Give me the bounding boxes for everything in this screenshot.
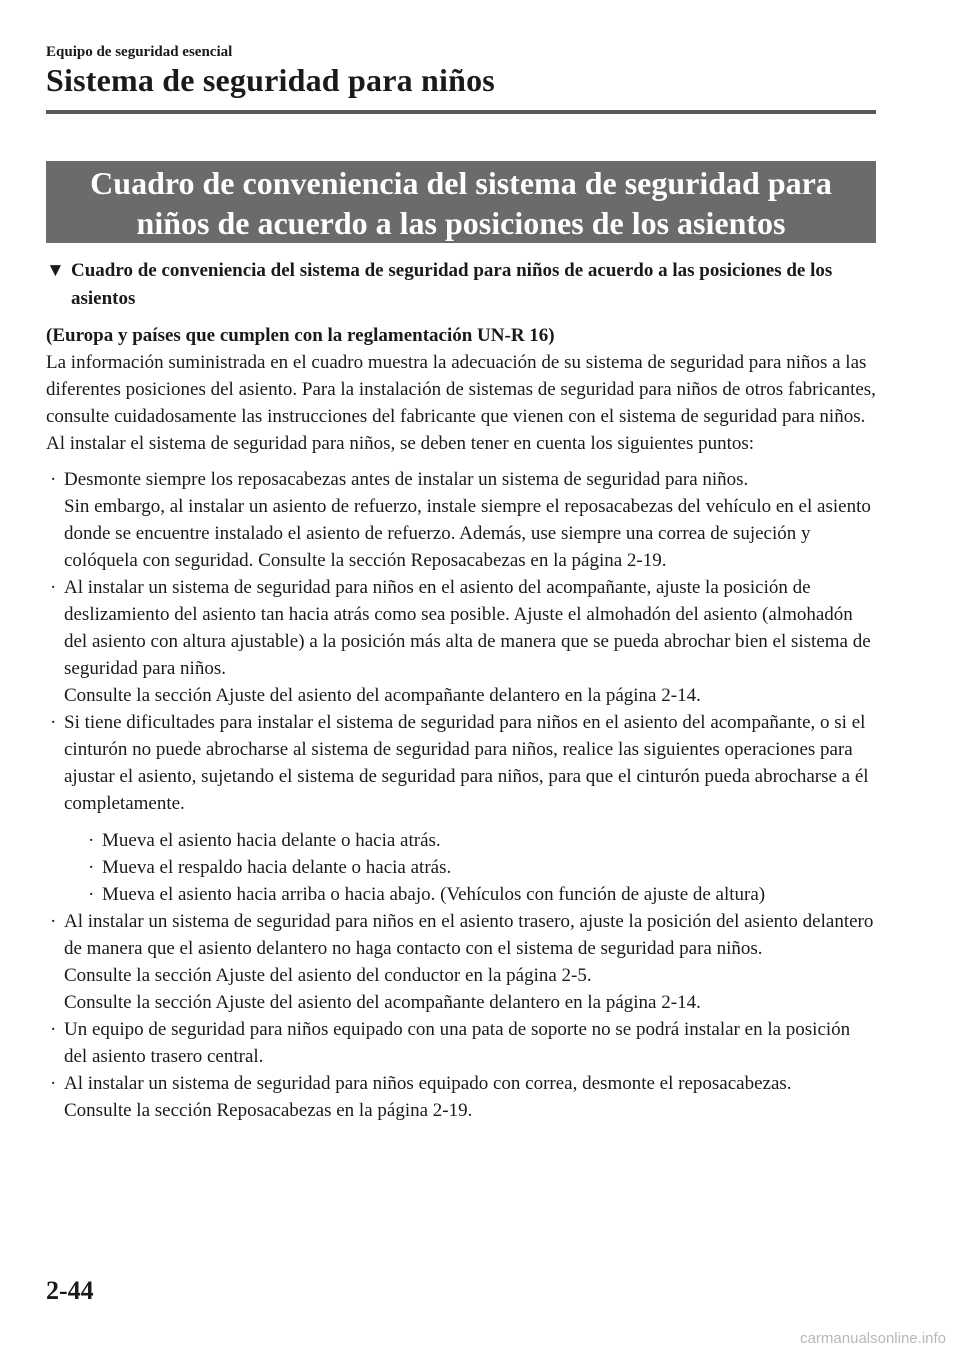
list-item-line: Al instalar un sistema de seguridad para niños equipado con correa, desmonte el reposacabezas. — [64, 1073, 792, 1094]
intro-paragraph-1: La información suministrada en el cuadro muestra la adecuación de su sistema de seguridad para niños a las diferentes posiciones del asiento. Para la instalación de sistemas de seguridad para niños de otros fabricantes, consulte cuidadosamente las instrucciones del fabricante que vienen con el sistema de seguridad para niños. — [46, 352, 876, 427]
list-item-line: Si tiene dificultades para instalar el sistema de seguridad para niños en el asiento del acompañante, o si el cinturón no puede abrocharse al sistema de seguridad para niños, realice las siguientes operaciones para ajustar el asiento, sujetando el sistema de seguridad para niños, para que el cinturón pueda abrocharse a él completamente. — [64, 712, 869, 814]
bullet-dot-icon: · — [88, 884, 95, 905]
list-item — [46, 574, 876, 709]
list-item-line: Consulte la sección Reposacabezas en la página 2-19. — [64, 1100, 473, 1121]
intro-paragraph-2: Al instalar el sistema de seguridad para niños, se deben tener en cuenta los siguientes puntos: — [46, 433, 755, 454]
banner-line-2: niños de acuerdo a las posiciones de los asientos — [136, 205, 786, 241]
list-item — [46, 709, 876, 908]
subheading-text: Cuadro de conveniencia del sistema de seguridad para niños de acuerdo a las posiciones de los asientos — [71, 260, 833, 309]
sub-list-item — [64, 827, 876, 854]
list-item-line: Al instalar un sistema de seguridad para niños en el asiento del acompañante, ajuste la posición de deslizamiento del asiento tan hacia atrás como sea posible. Ajuste el almohadón del asiento (almohadón del asiento con altura ajustable) a la posición más alta de manera que se pueda abrochar bien el sistema de seguridad para niños. — [64, 577, 871, 679]
bullet-dot-icon: · — [50, 911, 57, 932]
bullet-dot-icon: · — [50, 469, 57, 490]
bullet-dot-icon: · — [50, 712, 57, 733]
bullet-dot-icon: · — [88, 857, 95, 878]
list-item — [46, 466, 876, 574]
page-title: Sistema de seguridad para niños — [46, 62, 495, 98]
banner-line-1: Cuadro de conveniencia del sistema de seguridad para — [90, 165, 832, 201]
sub-list-item-text: Mueva el asiento hacia arriba o hacia abajo. (Vehículos con función de ajuste de altura) — [102, 884, 766, 905]
list-item-line: Consulte la sección Ajuste del asiento del conductor en la página 2-5. — [64, 965, 592, 986]
header-divider — [46, 110, 876, 114]
region-note: (Europa y países que cumplen con la reglamentación UN-R 16) — [46, 325, 555, 346]
sub-list-item — [64, 881, 876, 908]
sub-list-item-text: Mueva el asiento hacia delante o hacia atrás. — [102, 830, 441, 851]
sub-bullet-list — [64, 827, 876, 908]
list-item-line: Al instalar un sistema de seguridad para niños en el asiento trasero, ajuste la posición del asiento delantero de manera que el asiento delantero no haga contacto con el sistema de seguridad para niños. — [64, 911, 874, 959]
sub-list-item — [64, 854, 876, 881]
bullet-list — [46, 466, 876, 1124]
section-kicker: Equipo de seguridad esencial — [46, 44, 233, 60]
sub-list-item-text: Mueva el respaldo hacia delante o hacia atrás. — [102, 857, 452, 878]
page-number: 2-44 — [46, 1276, 94, 1305]
watermark: carmanualsonline.info — [800, 1330, 946, 1347]
list-item — [46, 908, 876, 1016]
bullet-dot-icon: · — [50, 1073, 57, 1094]
list-item-line: Desmonte siempre los reposacabezas antes de instalar un sistema de seguridad para niños. — [64, 469, 749, 490]
bullet-dot-icon: · — [50, 577, 57, 598]
list-item-line: Consulte la sección Ajuste del asiento del acompañante delantero en la página 2-14. — [64, 685, 701, 706]
bullet-dot-icon: · — [88, 830, 95, 851]
triangle-down-icon: ▼ — [46, 260, 65, 281]
bullet-dot-icon: · — [50, 1019, 57, 1040]
list-item-line: Un equipo de seguridad para niños equipado con una pata de soporte no se podrá instalar en la posición del asiento trasero central. — [64, 1019, 851, 1067]
subheading — [46, 257, 876, 313]
section-banner — [46, 161, 876, 243]
list-item-line: Consulte la sección Ajuste del asiento del acompañante delantero en la página 2-14. — [64, 992, 701, 1013]
list-item — [46, 1070, 876, 1124]
list-item-line: Sin embargo, al instalar un asiento de refuerzo, instale siempre el reposacabezas del vehículo en el asiento donde se encuentre instalado el asiento de refuerzo. Además, use siempre una correa de sujeción y colóquela con seguridad. Consulte la sección Reposacabezas en la página 2-19. — [64, 496, 871, 571]
list-item — [46, 1016, 876, 1070]
body-text — [46, 322, 876, 1124]
